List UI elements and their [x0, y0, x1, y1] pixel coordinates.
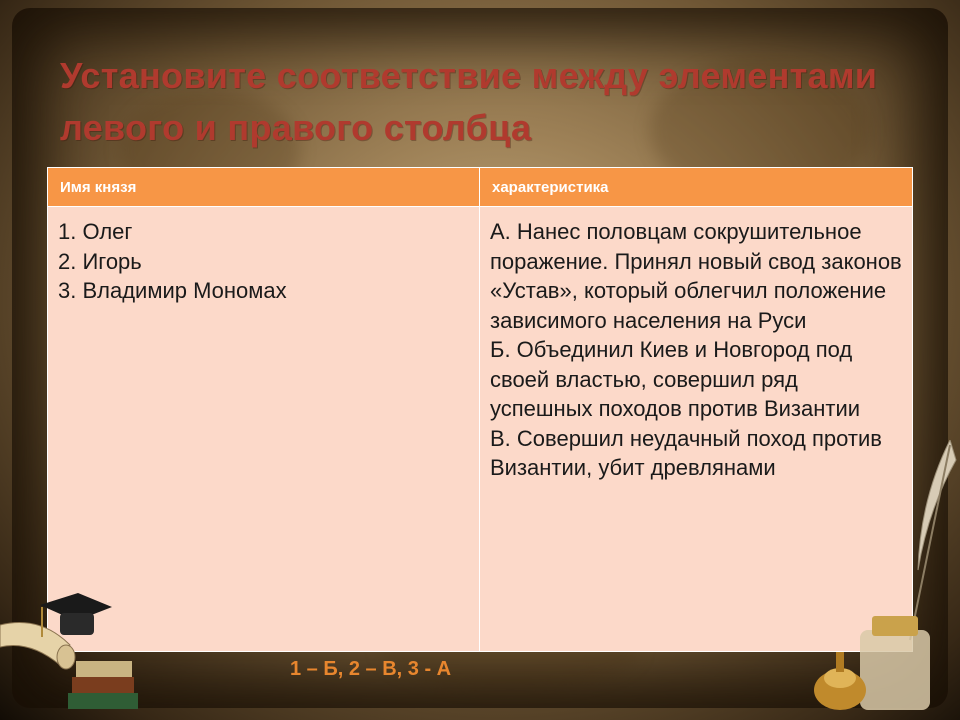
matching-table — [47, 167, 913, 652]
quill-icon — [910, 440, 956, 640]
list-item: 2. Игорь — [58, 248, 142, 274]
characteristic-a: А. Нанес половцам сокрушительное поражение. Принял новый свод законов «Устав», который облегчил положение зависимого населения на Руси — [490, 219, 902, 333]
header-prince-name: Имя князя — [48, 168, 480, 207]
books-icon — [0, 585, 150, 720]
answer-key: 1 – Б, 2 – В, 3 - А — [290, 658, 452, 680]
inkwell-icon — [810, 440, 960, 720]
characteristic-b: Б. Объединил Киев и Новгород под своей властью, совершил ряд успешных походов против Византии — [490, 337, 861, 421]
list-item: 3. Владимир Мономах — [58, 278, 287, 303]
slide-title — [60, 50, 920, 154]
header-characteristic: характеристика — [480, 168, 913, 207]
table-header-row — [48, 168, 913, 207]
list-item: 1. Олег — [58, 219, 133, 244]
title-line-1: Установите соответствие между элементами — [60, 55, 878, 96]
princes-list — [58, 217, 469, 306]
title-line-2: левого и правого столбца — [60, 107, 532, 148]
table-row — [48, 207, 913, 652]
characteristic-c: В. Совершил неудачный поход против Византии, убит древлянами — [490, 425, 882, 480]
